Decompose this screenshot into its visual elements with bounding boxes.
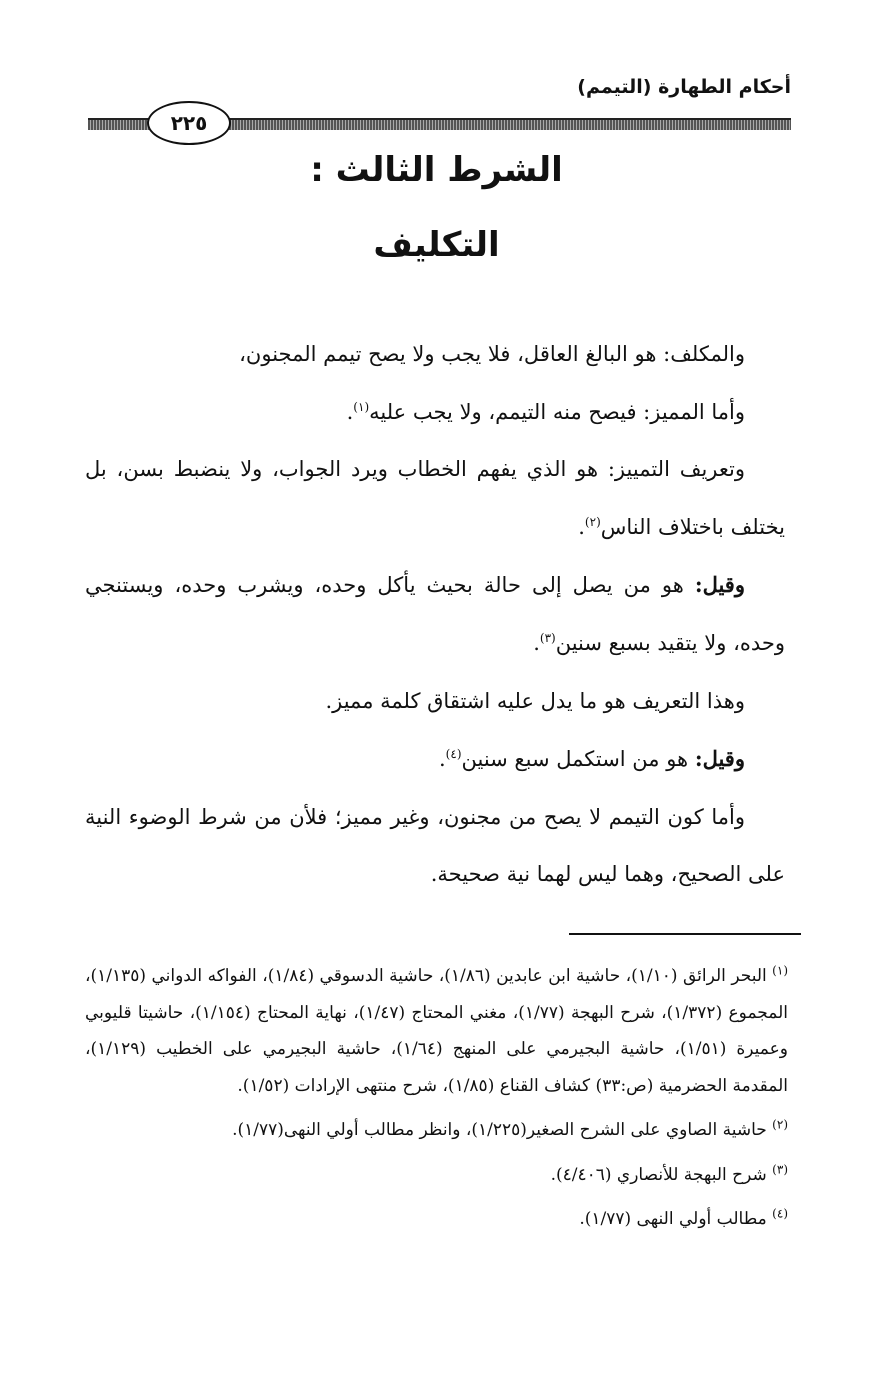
paragraph (85, 441, 785, 556)
footnote-text: البحر الرائق (١/١٠)، حاشية ابن عابدين (١/٨٦)، حاشية الدسوقي (١/٨٤)، الفواكه الدواني (١/١٣٥)، المجموع (١/٣٧٢)، شرح البهجة (١/٧٧)، مغني المحتاج (١/٤٧)، نهاية المحتاج (١/١٥٤)، حاشيتا قليوبي وعميرة (١/٥١)، حاشية البجيرمي على المنهج (١/٦٤)، حاشية البجيرمي على الخطيب (١/١٢٩)، المقدمة الحضرمية (ص:٣٣) كشاف القناع (١/٨٥)، شرح منتهى الإرادات (١/٥٢). (85, 966, 788, 1096)
footnote-mark: (٣) (772, 1161, 788, 1176)
footnote-ref[interactable]: (٣) (539, 630, 556, 645)
footnote-mark: (١) (772, 963, 788, 978)
paragraph-text: وأما كون التيمم لا يصح من مجنون، وغير مميز؛ فلأن من شرط الوضوء النية على الصحيح، وهما ليس لهما نية صحيحة. (85, 804, 785, 887)
section-subject: التكليف (373, 225, 500, 265)
footnote (85, 958, 788, 1104)
footnote-separator (569, 933, 801, 935)
paragraph-end: . (578, 514, 585, 539)
footnote (85, 1157, 788, 1194)
paragraph (85, 384, 785, 442)
paragraph (85, 730, 785, 789)
footnote-ref[interactable]: (٤) (445, 747, 462, 762)
paragraph-text: والمكلف: هو البالغ العاقل، فلا يجب ولا يصح تيمم المجنون، (239, 342, 745, 366)
paragraph-end: . (346, 399, 354, 424)
section-title: الشرط الثالث : (310, 150, 563, 190)
paragraph-text: هو من يصل إلى حالة بحيث يأكل وحده، ويشرب وحده، ويستنجي وحده، ولا يتقيد بسبع سنين (85, 573, 785, 655)
paragraph-lead: وقيل: (694, 572, 745, 598)
paragraph-text: هو من استكمل سبع سنين (461, 747, 695, 772)
paragraph-end: . (438, 747, 446, 772)
footnote-ref[interactable]: (٢) (584, 514, 601, 529)
footnote-text: مطالب أولي النهى (١/٧٧). (579, 1209, 773, 1229)
footnote-mark: (٢) (772, 1117, 788, 1132)
footnote-text: شرح البهجة للأنصاري (٤/٤٠٦). (550, 1164, 773, 1185)
footnote (85, 1201, 788, 1238)
paragraph-text: وتعريف التمييز: هو الذي يفهم الخطاب ويرد الجواب، ولا ينضبط بسن، بل يختلف باختلاف الناس (85, 457, 785, 539)
footnotes (85, 958, 788, 1246)
paragraph (85, 556, 785, 672)
paragraph-end: . (533, 630, 540, 655)
paragraph-lead: وقيل: (694, 746, 745, 772)
paragraph (85, 789, 785, 904)
running-head: أحكام الطهارة (التيمم) (577, 76, 791, 98)
paragraph (85, 673, 785, 731)
footnote-ref[interactable]: (١) (353, 399, 370, 414)
footnote-mark: (٤) (772, 1206, 788, 1221)
paragraph-text: وهذا التعريف هو ما يدل عليه اشتقاق كلمة مميز. (325, 688, 745, 713)
paragraph (85, 326, 785, 384)
footnote (85, 1112, 788, 1149)
paragraph-text: وأما المميز: فيصح منه التيمم، ولا يجب عليه (369, 399, 745, 424)
page-number: ٢٢٥ (147, 101, 231, 145)
footnote-text: حاشية الصاوي على الشرح الصغير(١/٢٢٥)، وانظر مطالب أولي النهى(١/٧٧). (232, 1120, 773, 1140)
body-text (85, 326, 785, 904)
